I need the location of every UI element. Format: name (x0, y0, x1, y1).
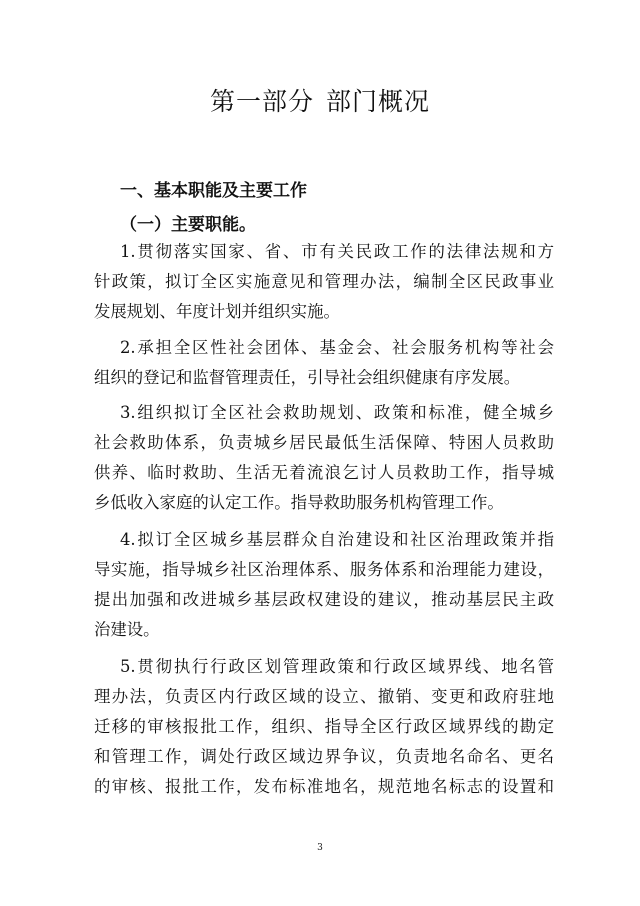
paragraph-line: 的审核、报批工作，发布标准地名，规范地名标志的设置和 (94, 777, 554, 796)
paragraph-line: 针政策，拟订全区实施意见和管理办法，编制全区民政事业 (94, 272, 554, 291)
paragraph-line: 发展规划、年度计划并组织实施。 (94, 302, 340, 321)
paragraph-line: 社会救助体系，负责城乡居民最低生活保障、特困人员救助 (94, 433, 554, 452)
paragraph-2 (94, 333, 554, 393)
title-name: 部门概况 (326, 87, 431, 116)
paragraph-4 (94, 525, 554, 645)
paragraph-line: 5.贯彻执行行政区划管理政策和行政区域界线、地名管 (120, 657, 554, 676)
paragraph-line: 供养、临时救助、生活无着流浪乞讨人员救助工作，指导城 (94, 463, 554, 482)
paragraph-3 (94, 398, 554, 518)
page-number: 3 (317, 843, 323, 853)
paragraph-line: 迁移的审核报批工作，组织、指导全区行政区域界线的勘定 (94, 717, 554, 736)
paragraph-line: 1.贯彻落实国家、省、市有关民政工作的法律法规和方 (120, 242, 554, 261)
paragraph-5 (94, 652, 554, 802)
page-title (0, 82, 640, 118)
paragraph-line: 和管理工作，调处行政区域边界争议，负责地名命名、更名 (94, 747, 554, 766)
paragraph-line: 理办法，负责区内行政区域的设立、撤销、变更和政府驻地 (94, 687, 554, 706)
title-part: 第一部分 (209, 87, 314, 116)
subsection-heading: （一）主要职能。 (120, 215, 256, 235)
paragraph-1 (94, 237, 554, 327)
paragraph-line: 乡低收入家庭的认定工作。指导救助服务机构管理工作。 (94, 493, 504, 512)
paragraph-line: 3.组织拟订全区社会救助规划、政策和标准，健全城乡 (120, 403, 554, 422)
section-heading: 一、基本职能及主要工作 (120, 181, 307, 201)
paragraph-line: 2.承担全区性社会团体、基金会、社会服务机构等社会 (120, 338, 554, 357)
paragraph-line: 导实施，指导城乡社区治理体系、服务体系和治理能力建设， (94, 560, 554, 579)
paragraph-line: 4.拟订全区城乡基层群众自治建设和社区治理政策并指 (120, 530, 554, 549)
paragraph-line: 治建设。 (94, 620, 160, 639)
paragraph-line: 提出加强和改进城乡基层政权建设的建议，推动基层民主政 (94, 590, 554, 609)
paragraph-line: 组织的登记和监督管理责任，引导社会组织健康有序发展。 (94, 368, 521, 387)
